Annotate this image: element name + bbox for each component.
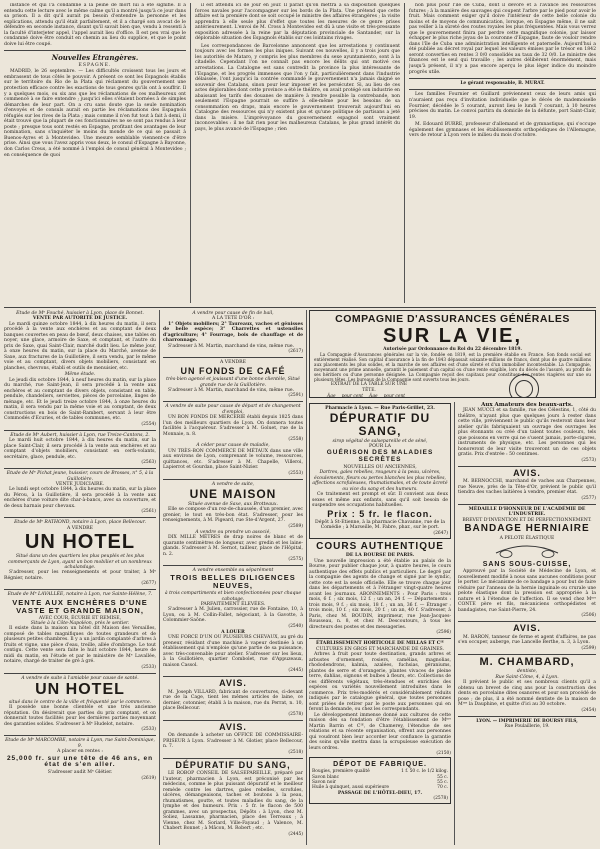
insurance-headline: SUR LA VIE, — [382, 325, 523, 347]
ad-ref: (2591) — [288, 393, 303, 399]
rates-header-cell: Âge — [369, 393, 378, 398]
ad-avis — [458, 469, 596, 501]
divider — [309, 638, 451, 639]
ad-notice — [4, 311, 156, 371]
ad-text: UNE FORCE D'UN OU PLUSIEURS CHEVAUX, au gré du preneur, résidant d'une machine à vapeur destinée à un établissement qui n'emploie qu'une partie de sa puissance, avec très-convenable pour atelier. S'adresser sur les lieux, à la Guillotière, quartier Combolet, rue d'Appuzeaux, maison Cassol. — [163, 635, 303, 668]
column-rule — [159, 310, 160, 845]
ad-subtitle: Dartres, gales rebelles, rougeurs à la peau, ulcères, écoulements, fleurs ou pertes blanches les plus rebelles, affections scrofuleuses, rhumatismales, et de toute âcreté ou vice du sang et des humeurs. — [312, 470, 448, 492]
ad-ref: (2445) — [288, 831, 303, 837]
ad-ref: (2518) — [288, 749, 303, 755]
ad-ref: (2540) — [288, 623, 303, 629]
article-text: non plus pour l'île de Cuba, dont il devore et à l'avance les ressources futures ; à la manière des sauvages qui coupent l'arbre par le pied pour avoir le fruit. Mais comment exiger qu'il doive l'intérieur de cette belle colonie du moins et de moyens de communication, lorsque, en Espagne même, il ne sait pas veiller à la sûreté des routes royales les plus fréquentées. Mais vous verrez que le gouvernement finira par perdre cette magnifique colonie, par laisser échapper le plus riche joyau de la couronne d'Espagne, faute de vouloir rendre dans l'île de Cuba une administration intelligente et paternelle. Aujourd'hui a été publiée au décret royal par lequel les valeurs émises par le trésor en 1842 seront converties en rentes 3 0/0 consolidés au taux de 32 0/0. Le ministre des finances est le seul qui travaille ; les autres délibèrent énormément, mais jusqu'à présent, il n'y a pas encore aperçu le plus léger indice du moindre progrès utile. — [409, 3, 596, 75]
ad-headline: AVIS. — [513, 623, 541, 634]
divider — [4, 430, 156, 431]
ad-ref: (2573) — [581, 457, 596, 463]
top-column-2 — [195, 3, 400, 305]
ad-ref: (2677) — [141, 581, 156, 587]
ad-subtitle: PARFAITEMENT ÉLEVÉES. — [200, 601, 266, 607]
section-title-foreign-news: Nouvelles Etrangères. — [51, 53, 139, 63]
column-rule — [454, 402, 455, 845]
ad-avis — [163, 723, 303, 755]
ad-medal: MÉDAILLE D'HONNEUR DE L'ACADÉMIE DE L'INDUSTRIE. — [468, 506, 586, 518]
divider — [163, 357, 303, 358]
ad-header: A vendre ou prendre un associé, — [195, 529, 271, 535]
rates-header-row — [324, 394, 408, 398]
divider — [163, 479, 303, 480]
insurance-banner — [309, 310, 596, 398]
ad-title: VENTE JUDICIAIRE. — [55, 481, 105, 487]
ad-beaux-arts — [458, 403, 596, 463]
depot-price: 70 c. — [437, 785, 448, 791]
ad-depuratif — [163, 761, 303, 837]
ad-subtitle: SANS SOUS-CUISSE, — [482, 560, 572, 568]
imprint: LYON. — IMPRIMERIE DE BOURSY FILS, — [476, 718, 578, 724]
ads-column-a — [4, 310, 156, 846]
ad-header: Etude de Mᵉ Pichat jeune, huissier, cours de Brosses, n° 5, à la Guillotière. — [6, 471, 154, 482]
ad-header: A vendre ensemble ou séparément — [192, 568, 274, 573]
ad-headline: AVIS. — [513, 467, 541, 478]
ad-ref: (2561) — [141, 509, 156, 515]
ad-notice — [4, 372, 156, 426]
divider — [4, 517, 156, 518]
ad-headline: UN HOTEL — [24, 531, 136, 554]
insurance-company-title: COMPAGNIE D'ASSURANCES GÉNÉRALES — [335, 313, 570, 325]
ad-ref: (2533) — [141, 664, 156, 670]
divider — [4, 735, 156, 736]
insurance-rates-area — [314, 382, 591, 398]
bandage-truss-icon — [492, 543, 562, 559]
ad-avis — [163, 679, 303, 716]
ad-ref: (2445) — [288, 668, 303, 674]
article-text: instance et qui l'a condamné à la peine de mort lui a été signifié. Il a entendu cette lecture avec le même calme qu'il a montré jusqu'à ce jour dans sa prison. Il a dit qu'il aurait pu besoin d'entendre la personne et les explications, attendu qu'il était parfaitement, et il a chargé son avocat de le défendre en seconde instance, disant qu'il savait bien que, vendu à ressenti à la faculté d'interjeter appel, l'appel aurait lieu d'office. Il est peu vrai que le condamné doive être conduit en chemin au lieu du supplice, et que le point doive lui être coupé. — [4, 3, 186, 47]
ad-ref: (2563) — [141, 460, 156, 466]
ad-subtitle: POUR LA — [368, 444, 391, 449]
ad-text: Il possède une bonne clientèle et une très ancienne réputation. On désirerait que parties du prix comptant, et on donnerait toutes facilités pour les dernières parties moyennant des garanties solides. S'adresser à Mᵉ Hudelot, notaire. — [4, 705, 156, 727]
ad-headline: DÉPURATIF DU SANG, — [329, 411, 431, 438]
column-rule — [190, 3, 191, 303]
ad-text: JEAN MUCCI et sa famille, rue des Célestins, 1, côté du théâtre, n'ayant plus que quelques jours à rester dans cette ville, préviennent le public qu'ils resteront dans leur atelier qu'ils fabriquaient un ouvrage des ouvrages les plus étonnants ou créé d'un talent toutes couleurs, tels que poissons en verre qui ne s'usent jamais, porte-cigares, instruments de physique, etc. Les personnes qui les honoreront de leur visite trouveront un de ces objets gratis. Prix d'entrée : 50 centimes. — [458, 408, 596, 458]
ad-ref: (2578) — [288, 711, 303, 717]
ad-house-auction — [4, 592, 156, 669]
ad-subtitle: situé dans le centre de la ville et fréquenté par le commerce. — [8, 700, 152, 706]
ad-ref: (2577) — [581, 495, 596, 501]
ad-text: Elle se compose d'un rez-de-chaussée, d'un premier, avec grenier, le tout en très-bon état. S'adresser, pour les renseignements, à M. Pigeard, rue Ste-d'Argent, 27. — [163, 507, 303, 524]
divider — [458, 621, 596, 622]
divider — [409, 89, 596, 90]
ad-header: Etude de Mᵉ LAVALLÉE, notaire à Lyon, rue Sainte-Hélène, 7. — [7, 592, 153, 598]
article-text: MADRID, le 26 septembre. — Les difficultés croissent tous les jours et embrassent de tous côtés le pouvoir. A présent ce sont les Espagnols établis sur le territoire du Rio de la Plata qui réclament du gouvernement une protection efficace contre les exactions de tous genres qu'ils ont à souffrir. Il y a quelques mois, ou six ans que les réclamations de ces malheureux ont commencé à se faire entendre ; jusqu'ici elles s'étaient bornées à de simples démarches de leur part. On a cru sans doute que la seule nomination d'envoyés et de consuls aurait en partie les réclamations des Espagnols réfugiés sur les rives de la Plata ; mais comme il n'en fut tout à fait à demi, il était trouvé que la plupart de ces fonctionnaires ne se sont pas rendus à leur poste ; presque tous sont restés en Espagne, profitant des avantages de leur nomination, sans s'inquiéter le moins du monde de ce qui se passait à Buenos-Ayres et à Montevideo. Une mesure semblable viennent-ce d'être prise. Ainsi que vous l'avez appris vous deux, le consul d'Espagne à Bayonne, don Carlos Creus, a été nommé à l'emploi de consul général à Montevideo ; en conséquence de quoi — [4, 69, 186, 158]
ad-notice — [163, 404, 303, 442]
ad-text: M. Joseph VILLARD, fabricant de couvertures, ci-devant rue de la Cage, tient les mêmes articles de laine, ce dernier, cotonnier, établi à la maison, rue du Perrat, n. 10, place Bellecour. — [163, 689, 303, 712]
notice-text: Les familles Fournier et Guillard préviennent ceux de leurs amis qui n'auraient pas reçu d'invitation individuelle que le décès de mademoiselle Fournier, décédée le 5 courant, auront lieu le lundi 7 courant, à 10 heures précises du matin. Le convoi partira du domicile de la défunte, port Saint-Clair, 19. — [409, 92, 596, 120]
ad-text: Le jeudi dix octobre 1844, à neuf heures du matin, sur la place du marché, rue Saint-Jean, il sera procédé à la vente aux enchères et au comptant de divers objets, consistant en table, pendule, chandeliers, serviettes, pièces de porcelaine, linges de ménage, etc. Et le jeudi treize octobre 1844, à onze heures du matin, il sera vendu par la même voie et au comptant, de deux constructions en bois de Saint-Rambert, servant à leur être Commodés d'Ecuries, et de tables communes, etc. — [4, 377, 156, 422]
ad-header: Etude de Mᵉ RATHOND, notaire à Lyon, place Bellecour. — [14, 520, 146, 526]
ad-ref: (2596) — [436, 630, 451, 636]
ad-header: Pharmacie à Lyon. — Rue Paris-Grillet, 23. — [325, 406, 435, 411]
divider — [4, 673, 156, 674]
divider — [163, 676, 303, 677]
ad-text: UN TRÈS-BON COMMERCE DE MÉTAUX dans une ville aux environs de Lyon, comprenant le volume, ressources, quittances, etc. S'adresser à M. Chapelle, Villeroi, Lapierrot et Gourdan, place Saint-Nizier. — [163, 448, 303, 471]
divider — [458, 466, 596, 467]
insurance-text: La Compagnie d'Assurances générales sur la vie, fondée en 1819, est la première établie en France. Son fonds social est entièrement réalisé. Son capital d'assurance à la fin de 1843 dépassait soixante-millions de francs, dont plus de quatre millions aux placements les plus solides, et la marche de ses affaires est d'une sûreté et d'un immobilier incontestable. La Compagnie, moyennant une prime annuelle, garantit le paiement d'un capital ou d'une rente exigible, lors du décès de l'assuré, au profit de ses héritiers ou d'une personne désignée. La Compagnie reçoit des capitaux pour constituer des rentes viagères sur une ou plusieurs têtes. Les bureaux de la Compagnie sont ouverts tous les jours. — [314, 352, 591, 383]
ad-ref: (2619) — [141, 775, 156, 781]
ad-ref: (2506) — [581, 613, 596, 619]
ad-address: PASSAGE DE L'HÔTEL-DIEU, 17. — [337, 790, 423, 796]
ad-title: VENTE PAR AUTORITÉ DE JUSTICE. — [32, 316, 128, 322]
ad-ref: (2599) — [581, 645, 596, 651]
rates-table — [324, 394, 408, 398]
ad-subtitle: Situé dans un des quartiers les plus peuplés et les plus commerçants de Lyon, ayant un bon mobilier et un nombreux achalandage. — [8, 554, 152, 570]
ad-notice — [4, 433, 156, 465]
ad-pretitle: A VENDRE — [67, 525, 93, 531]
divider — [458, 716, 596, 717]
ad-subtitle: DE LA BOURSE DE PARIS. — [345, 553, 415, 559]
top-column-3 — [409, 3, 596, 305]
ad-header: Etude de Mᵉ MARCOMBE, notaire à Lyon, rue Saint-Dominique, 9. — [5, 738, 155, 749]
divider — [163, 565, 303, 566]
divider — [4, 468, 156, 469]
ad-subtitle: sirop végétal de salsepareille et de séné, — [332, 438, 428, 444]
section-country: ESPAGNE. — [78, 63, 112, 69]
ad-bandage — [458, 507, 596, 618]
ad-subtitle: AVEC COUR, ÉCURIE ET REMISE, — [38, 615, 122, 621]
divider — [4, 50, 186, 51]
ad-brevet: BREVET D'INVENTION ET DE PERFECTIONNEMENT. — [462, 517, 592, 523]
ad-diligences — [163, 568, 303, 629]
depot-item: Huile à quinquet, aussi supérieure — [312, 785, 390, 791]
ad-text: UN BON FONDS DE MERCERIE établi depuis 1825 dans l'un des meilleurs quartiers de Lyon. On donnera toutes facilités à l'acquéreur. S'adresser à M. Goluet, rue de la Monnaie, n. 8. — [163, 415, 303, 437]
depot-item: Savon noir — [312, 779, 336, 785]
imprint-address: Rue Poulaillerie, 19. — [504, 723, 550, 729]
ad-house — [163, 482, 303, 529]
divider — [458, 654, 596, 655]
ad-bourse — [309, 542, 451, 635]
ad-headline: GUÉRISON DES MALADIES SECRÈTES — [326, 449, 434, 464]
ad-horticulture — [309, 641, 451, 756]
ad-avis — [458, 624, 596, 650]
ad-pharmacy — [309, 403, 451, 539]
ad-headline: AVIS. — [219, 721, 247, 732]
divider — [163, 720, 303, 721]
ad-text: On demande à acheter un OFFICE DE COMMISSAIRE-PRISEUR à Lyon. S'adresser à M. Glotier, place Bellecour, n. 7. — [163, 733, 303, 750]
ad-subtitle: Située avenue de Saxe, aux Brotteaux. — [188, 501, 278, 507]
ad-headline: DÉPURATIF DU SANG, — [175, 759, 291, 770]
ad-text: M. BARON, tanneur de ferme et agent d'affaires, ne pas s'en occuper, auberge, rue Lancelle Berthe, n. 3, à Lyon. — [458, 634, 596, 646]
ad-text: Arbres à fruit pour toute destination, grands arbres et arbustes d'ornement, rosiers, camélias, magnolias, rhododendrons, kalmia, azalées, fuchsias, géraniums, plantes de serre et d'orangerie, plantes vivaces de pleine terre, dahlias, oignons et bulbes à fleurs, etc. Collections de ces différents végétaux, très-étendues et enrichies des espèces ou variétés nouvellement introduites dans le commerce. Prix très-modérés et considérablement réduits indiqués par le catalogue général, que toutes personnes sont priées de retirer par le poste aux personnes qui en feront la demande, ou chez les correspondants. — [309, 652, 451, 713]
ad-pretitle: A placer en rentes : — [57, 749, 103, 755]
ad-ref: (2150) — [436, 751, 451, 757]
column-rule — [404, 3, 405, 303]
ad-title: Même étude. — [64, 372, 96, 378]
ad-annuity — [4, 738, 156, 780]
ad-text: S'adresser à M. Martin, marchand de vins, même rue. — [168, 343, 295, 349]
ad-text: Le mardi huit octobre 1844, à dix heures du matin, sur la place Saint-Clair, il sera procédé à la vente aux enchères et au comptant d'objets mobiliers, consistant en cerfs-volants, secrétaire, glace, pendule, etc. — [4, 438, 156, 460]
ad-hotel-sale — [4, 520, 156, 586]
divider — [163, 758, 303, 759]
ad-price: Prix : 5 fr. le flacon. — [327, 508, 433, 519]
section-rule — [4, 307, 596, 308]
ad-items: 1° Objets mobiliers; 2° Taureaux, vaches et génisses de belle espèce; 3° Charrettes et ustensiles d'agriculture; 4° Fourrage, bois de chauffage et de charronnage. — [163, 321, 303, 344]
ad-headline: TROIS BELLES DILIGENCES NEUVES, — [170, 573, 296, 591]
article-text: Les correspondances de Barcelonne annoncent que les arrestations y continuent toujours avec les formes les plus iniques. Suivant ces nouvelles, il y a trois jours que les autorités de Mataro, y compris les plus membres du sexe ayuntamiento, sont à la citadelle. Cependant l'on ne connaît pas encore les délits qui ont motivé ces arrestations. La Catalogne est sans contredit la province la plus intéressante de l'Espagne, et les progrès immenses que l'on y fait, particulièrement dans l'industrie délaissée, l'ont jusqu'ici la contrée commandé le gouvernement n'a jamais daigné se souvenir des Catalans, sinon pour leur imposer et les persécuter. Si, au lieu de ces actes déplorables dont cette province a été le théâtre, on avait protégé son industrie en abaissant les tarifs des douanes de manière à rendre possible la contrebande, non seulement l'Espagne pourrait se suffire à elle-même pour les besoins de sa consommation en draps, mais encore le gouvernement trouverait aujourd'hui en Catalogne des ressources qui n'y existent plus et qu'une politique de partisans a jeté dans la misère. L'imprévoyance du gouvernement espagnol sont vraiment inconcevables : il ne fait rien pour les malheureux Catalans, le plus grand intérêt du pays, le plus avancé de l'Espagne ; rien — [195, 43, 400, 133]
ad-headline: VENTE AUX ENCHÈRES D'UNE VASTE ET GRANDE MAISON, — [12, 597, 148, 615]
ads-column-c — [309, 402, 451, 846]
column-rule — [306, 310, 307, 845]
ad-header: A vendre de suite à l'amiable pour cause de santé. — [21, 675, 139, 681]
ad-text: S'adresser audit Mᵉ Glétier. — [47, 770, 113, 776]
ad-headline: ÉTABLISSEMENT HORTICOLE DE MILLAS ET Cᴵᴱ — [316, 641, 444, 647]
ad-headline: M. CHAMBARD, — [479, 655, 575, 668]
ad-subtitle: à trois compartiments et bien confectionnées pour chaque cahotage. — [164, 591, 302, 602]
ad-text: Le lundi sept octobre 1844, à dix heures du matin, sur la place du Pérou, à la Guillotière, il sera procédé à la vente aux enchères d'une voiture dite char-à-bancs, avec sa couverture, et de deux harnais pour chevaux. — [4, 487, 156, 509]
ad-pretitle: A VENDRE — [220, 360, 246, 366]
ad-depot — [309, 757, 451, 804]
divider — [409, 78, 596, 79]
ad-notice — [163, 530, 303, 562]
ad-ref: (2533) — [141, 727, 156, 733]
ad-text: Il prévient le public et ses nombreux clients qu'il a obtenu un brevet de cinq ans pour la construction des dents en porcelaine dites osanores et pour son procédé de pose ; de plus, il a été nommé dentiste de la maison de Mᵐᵉ la Dauphine, et quitte d'ici au 30 octobre. — [458, 680, 596, 708]
depot-price: 1 f. 50 c. le 1/2 kilog. — [401, 769, 448, 775]
ad-headline: Aux Amateurs des beaux-arts. — [481, 402, 573, 408]
responsible-manager: Le gérant responsable, B. MURAT. — [460, 81, 545, 87]
depot-price: 55 c. — [437, 779, 448, 785]
ad-header: A vendre de suite pour cause de départ et de changement d'emploi, — [165, 404, 301, 415]
ad-ref: (2553) — [288, 470, 303, 476]
ad-ref: (2454) — [581, 707, 596, 713]
rates-header-cell: Âge — [327, 393, 336, 398]
ad-notice — [163, 443, 303, 475]
ad-subtitle: CULTURES EN GROS ET MARCHANDE DE GRAINES. — [315, 646, 445, 652]
ad-subtitle: NOUVELLES OU ANCIENNES, — [343, 465, 417, 471]
ad-depots: Dépôt à St-Etienne, à la pharmacie Chavanne, rue de la Comédie ; à Marseille, M. Fabre, phar., sur le port. — [315, 520, 445, 531]
ad-headline: 25,000 fr. sur une tête de 46 ans, en état de s'en aller. — [6, 754, 154, 769]
ad-header: A LOUER — [221, 629, 245, 635]
notice-text: M. Edouard BURRE, professeur d'allemand et de gymnastique, qui s'occupe également des gymnases et les établissements orthopédiques de l'Allemagne, vers de retour à Lyon vers le milieu du mois d'octobre. — [409, 122, 596, 139]
depot-price: 55 c. — [437, 774, 448, 780]
top-column-1 — [4, 3, 186, 305]
ads-column-d — [458, 402, 596, 846]
ad-headline: DÉPOT DE FABRIQUE. — [333, 761, 427, 769]
rates-header-cell: pour cent — [383, 393, 406, 398]
depot-item: Savon blanc — [312, 774, 340, 780]
ad-ref: (2617) — [288, 349, 303, 355]
ad-ref: (2578) — [433, 795, 448, 801]
depot-item: Bougies, première qualité — [312, 769, 370, 775]
ad-ref: (2558) — [288, 437, 303, 443]
rates-header-cell: pour cent — [341, 393, 364, 398]
ad-text: DIX MILLE MÈTRES de drap noires de blanc et de quarante centimètres de longueur, avec gredin et les laine-glands. S'adresser à M. Sernot, tailleur, place de l'Hôpital, n. 2. — [163, 535, 303, 557]
ad-text: S'adresser à M. Martin, marchand de vins, même rue. — [168, 387, 295, 393]
ad-headline: UN HOTEL — [35, 681, 125, 699]
insurance-authorisation: Autorisée par Ordonnance du Roi du 22 décembre 1819. — [383, 347, 522, 352]
ad-header: A céder pour cause de maladie, — [196, 443, 270, 449]
depot-price-list — [312, 769, 448, 790]
ad-headline: COURS AUTHENTIQUE — [316, 540, 444, 552]
ad-text: Le développement immense donné aux cultures de cette maison dès sa fondation d'être l'établissement de Mᵐᵉ Martin Barrin et Cᴵᴱ, de Chamerey, l'étendue de ses relations et sa récente organisation, offrent aux personnes qui voudront bien leur accorder leur confiance la garantie des soins qu'elle mettra dans la scrupuleuse exécution de leurs ordres. — [309, 712, 451, 751]
ad-ref: (2575) — [288, 557, 303, 562]
ad-ref: (2647) — [433, 530, 448, 536]
ad-text: LE ROBOP CONSEIL DE SALSEPAREILLE, préparé par l'auteur, pharmacien à Lyon, est préconisé par les médecins, comme le plus puissant dépuratif et le meilleur remède contre les dartres, gales rebelles, scrofules, ulcères, démangeaisons, taches et boutons à la peau, rhumatismes, goutte, et toutes maladies du sang, de la lymphe et des humeurs. Prix : 5 fr. le flacon de 500 grammes, avec un prospectus, Dépôts : à Lyon, chez M. Soliez, Lassanne, pharmacien, place des Terreaux ; à Vienne, chez M. Soriard, Ville-Fayaud ; à Valence, M. Chabert Bonnet ; à Mâcon, M. Robert ; etc. — [163, 771, 303, 832]
ads-column-b — [163, 310, 303, 846]
ad-text: M. BERNOCCHI, marchand de vaches aux Charpennes, rue Neuve, près de la Tête-d'Or, prévient le public qu'il tiendra des vaches laitières à vendre, premier état. — [458, 479, 596, 496]
ad-text: Ce traitement est prompt et sûr. Il convient aux deux sexes et même aux enfants, sans qu'il soit besoin de suspendre ses occupations habituelles. — [312, 492, 448, 509]
ad-text: Une nouvelle impression a été établie au palais de la Bourse, pour publier chaque jour, à quatre heures, le cours authentique des effets publics et particuliers. Le degré par la compagnie des agents de change et signé par le syndic, cette cote est la seule officielle. Elle se trouve chaque jour dans les départements et à l'étranger vingt-quatre heures avant les journaux. ABONNEMENTS : Pour Paris : trois mois, 6 f. ; six mois, 12 f. ; un an, 24 f. — Départements : trois mois, 9 f. ; six mois, 18 f. ; un an, 36 f. — Étranger : trois mois, 10 f. ; six mois, 20 f. ; un an, 40 f. S'adresser, à Paris, chez M. BOUDIN, imprimeur, rue Jean-Jacques-Rousseau, n. 8, et chez M. Descoutours, à tous les directeurs des postes et des messageries. — [309, 558, 451, 630]
ad-subtitle: dentiste, — [516, 669, 538, 675]
ad-text: Approuvé par la Société de Médecine de Lyon, et nouvellement modifié à nous sans aucunes conditions pour le porter. Le mécanisme de ce bandage a pour but de faire réduire par l'anneau de la hernie inguinale ou crurale une pelote élastique dont la pression est appropriée à la nature et à l'étendue de l'affection. Il se vend chez Mᵐᵉ CONTE père et fils, mécaniciens orthopédistes et bandagistes, rue Saint-Pierre, 24. — [458, 569, 596, 613]
ad-rent — [163, 630, 303, 673]
ad-subtitle: Située à la Côte-Napoléon, près le sentier. — [30, 620, 130, 626]
ad-ref: (2589) — [288, 523, 303, 529]
ad-text: S'adresser, pour les renseignements et pour traiter, à Mᵉ Régnier, notaire. — [4, 570, 156, 581]
ad-header: Etude de Mᵉ Aubert, huissier à Lyon, rue Treize-Cantons, 2. — [10, 432, 150, 438]
ad-hotel-sale — [4, 676, 156, 733]
ad-notice — [4, 471, 156, 514]
ad-notice — [163, 311, 303, 354]
article-text: il est attendu ici de jour en jour. Il paraît qu'on mettra à sa disposition quelques forces navales pour l'accompagner sur les bords de la Plata. Une prétend que cette affaire est la première dont se soit occupé le ministre des affaires étrangères ; la visite apprendra à elle seule plus d'effet que toutes les mesures de ce genre prises antérieurement. L'envoi de M. Cross à Montevideo est dû à une visite et très-pressante exposition adressée à la reine par la députation provinciale de Santander, sur la déplorable situation des Espagnols établis sur ces lointains rivages. — [195, 3, 400, 42]
divider — [458, 504, 596, 505]
ad-header: A vendre pour cause de fin de bail, — [192, 311, 274, 316]
ad-subtitle: A LA TETE D'OR : — [211, 316, 255, 322]
ad-text: Il existe dans la maison un hôtel dit Maison des Versailles, composé de tables magnifiques de toutes grandeurs et de plusieurs petites chambres. Il y a un jardin complanté d'arbres à fruits et vigne, une pièce d'eau, treille, allée d'ombrage. Le tout contigu. Cette vente sera faite le huit octobre 1844, heure de midi du matin, en l'étude et par le ministère de Mᵉ Lavallée, notaire, chargé de traiter de gré à gré. — [4, 626, 156, 665]
ad-text: S'adresser à M. Julien, carrossier, rue de Fontaine, 10, à Lyon, ou à M. Collin-Fallet, négociant, à la Gavotte, à Colommier-Saône. — [163, 607, 303, 624]
ad-headline: BANDAGE HERNIAIRE — [464, 523, 590, 535]
ad-headline: UNE MAISON — [189, 487, 277, 502]
ad-text: Le mardi quinze octobre 1844, à dix heures du matin, il sera procédé à la vente aux enchères et au comptant de deux banques couvertes en peau de bœuf, deux chaises, une tables en noyer, une glace, armoire de Saxe, et comptant, et l'autre du prix de Saxe, quai Saint-Clair, marché dudit lieu. Le même jour, à onze heures du matin, sur la place du Marché, avenue de Saxe, aux fractures de la Guillotière, il sera vendu, par le même voie et au comptant, divers objets mobiliers, consistant en planches, chevrons, établi et outils de menuisier, etc. — [4, 321, 156, 371]
ad-pretitle: A vendre de suite, — [211, 481, 255, 487]
divider — [163, 401, 303, 402]
ad-subtitle: A PELOTE ÉLASTIQUE — [499, 535, 555, 541]
divider — [4, 589, 156, 590]
ad-headline: AVIS. — [219, 678, 247, 689]
ad-ref: (2554) — [141, 421, 156, 427]
ad-dentist — [458, 657, 596, 713]
ad-cafe — [163, 360, 303, 398]
ad-address: Rue Saint-Côme, 4, à Lyon. — [495, 674, 559, 680]
ad-header: Etude de Mᵉ Fouché, huissier à Lyon, place de Bonnet. — [16, 311, 144, 316]
company-seal-icon — [509, 374, 539, 398]
rates-caption: EXTRAIT DE LA TABLE SUR UNE TÊTE. — [330, 382, 408, 393]
ad-subtitle: très-bien agencé et jouissant d'une bonne clientèle, Situé grande rue de la Guillotière. — [166, 377, 300, 388]
ad-headline: UN FONDS DE CAFÉ — [180, 365, 286, 376]
